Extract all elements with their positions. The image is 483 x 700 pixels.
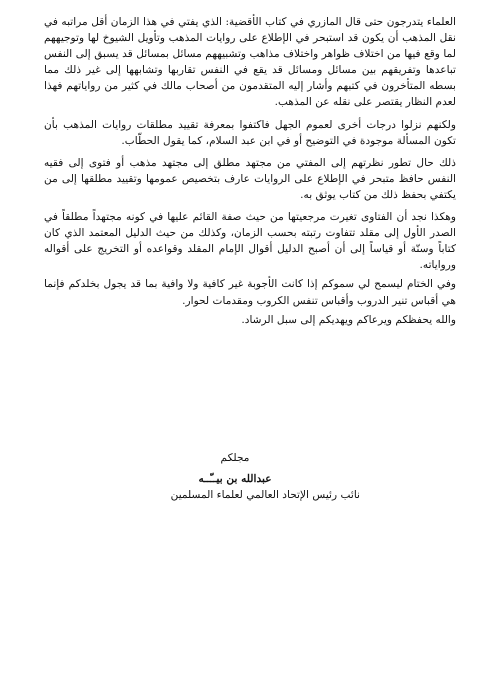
letter-body <box>44 14 456 328</box>
paragraph-6: والله يحفظكم ويرعاكم ويهديكم إلى سبل الرشاد. <box>241 313 456 326</box>
signature-name: عبدالله بن بيــّــه <box>198 473 272 485</box>
paragraph-5: وفي الختام ليسمح لي سموكم إذا كانت الأجوبة غير كافية ولا وافية بما قد يجول بخلدكم فإنما هي أقباس تنير الدروب وأقباس تنفس الكروب ومقدمات لحوار. <box>44 278 456 307</box>
signature-title: نائب رئيس الإتحاد العالمي لعلماء المسلمين <box>170 489 360 501</box>
signature-block <box>150 449 320 489</box>
paragraph-4: وهكذا نجد أن الفتاوى تغيرت مرجعيتها من حيث صفة القائم عليها في كونه مجتهداً مطلقاً في الصدر الأول إلى مقلد تتفاوت رتبته بحسب الزمان، وكذلك من حيث الدليل المعتمد الذي كان كتاباً وسنّة أو قياساً إلى أن أصبح الدليل أقوال الإمام المقلد وقواعده أو التخريج على أقواله ورواياته. <box>44 211 456 272</box>
paragraph-2: ولكنهم نزلوا درجات أخرى لعموم الجهل فاكتفوا بمعرفة تقييد مطلقات روايات المذهب بأن تكون المسألة موجودة في التوضيح أو في ابن عبد السلام، كما يقول الحطّاب. <box>44 118 456 147</box>
signature-closing: مجلكم <box>220 452 250 464</box>
paragraph-3: ذلك حال تطور نظرتهم إلى المفتي من مجتهد مطلق إلى مجتهد مذهب أو فتوى إلى فقيه النفس حافظ متبحر في الإطلاع على الروايات عارف بتخصيص عمومها وتقييد مطلقها إلى من يكتفي بحفظ ذلك من كتاب يوثق به. <box>44 156 456 201</box>
paragraph-1: العلماء يتدرجون حتى قال المازري في كتاب الأقضية: الذي يفتي في هذا الزمان أقل مراتبه في نقل المذهب أن يكون قد استبحر في الإطلاع على روايات المذهب وتأويل الشيوخ لها وتوجيههم لما وقع فيها من اختلاف ظواهر واختلاف مذاهب وتشبيههم مسائل بمسائل قد يسبق إلى النفس تباعدها وتفريقهم بين مسائل ومسائل قد يقع في النفس تقاربها وتشابهها إلى غير ذلك مما بسطه المتأخرون في كتبهم وأشار إليه المتقدمون من أصحاب مالك في كثير من رواياتهم فهذا لعدم النظار يقتصر على نقله عن المذهب. <box>44 16 456 109</box>
